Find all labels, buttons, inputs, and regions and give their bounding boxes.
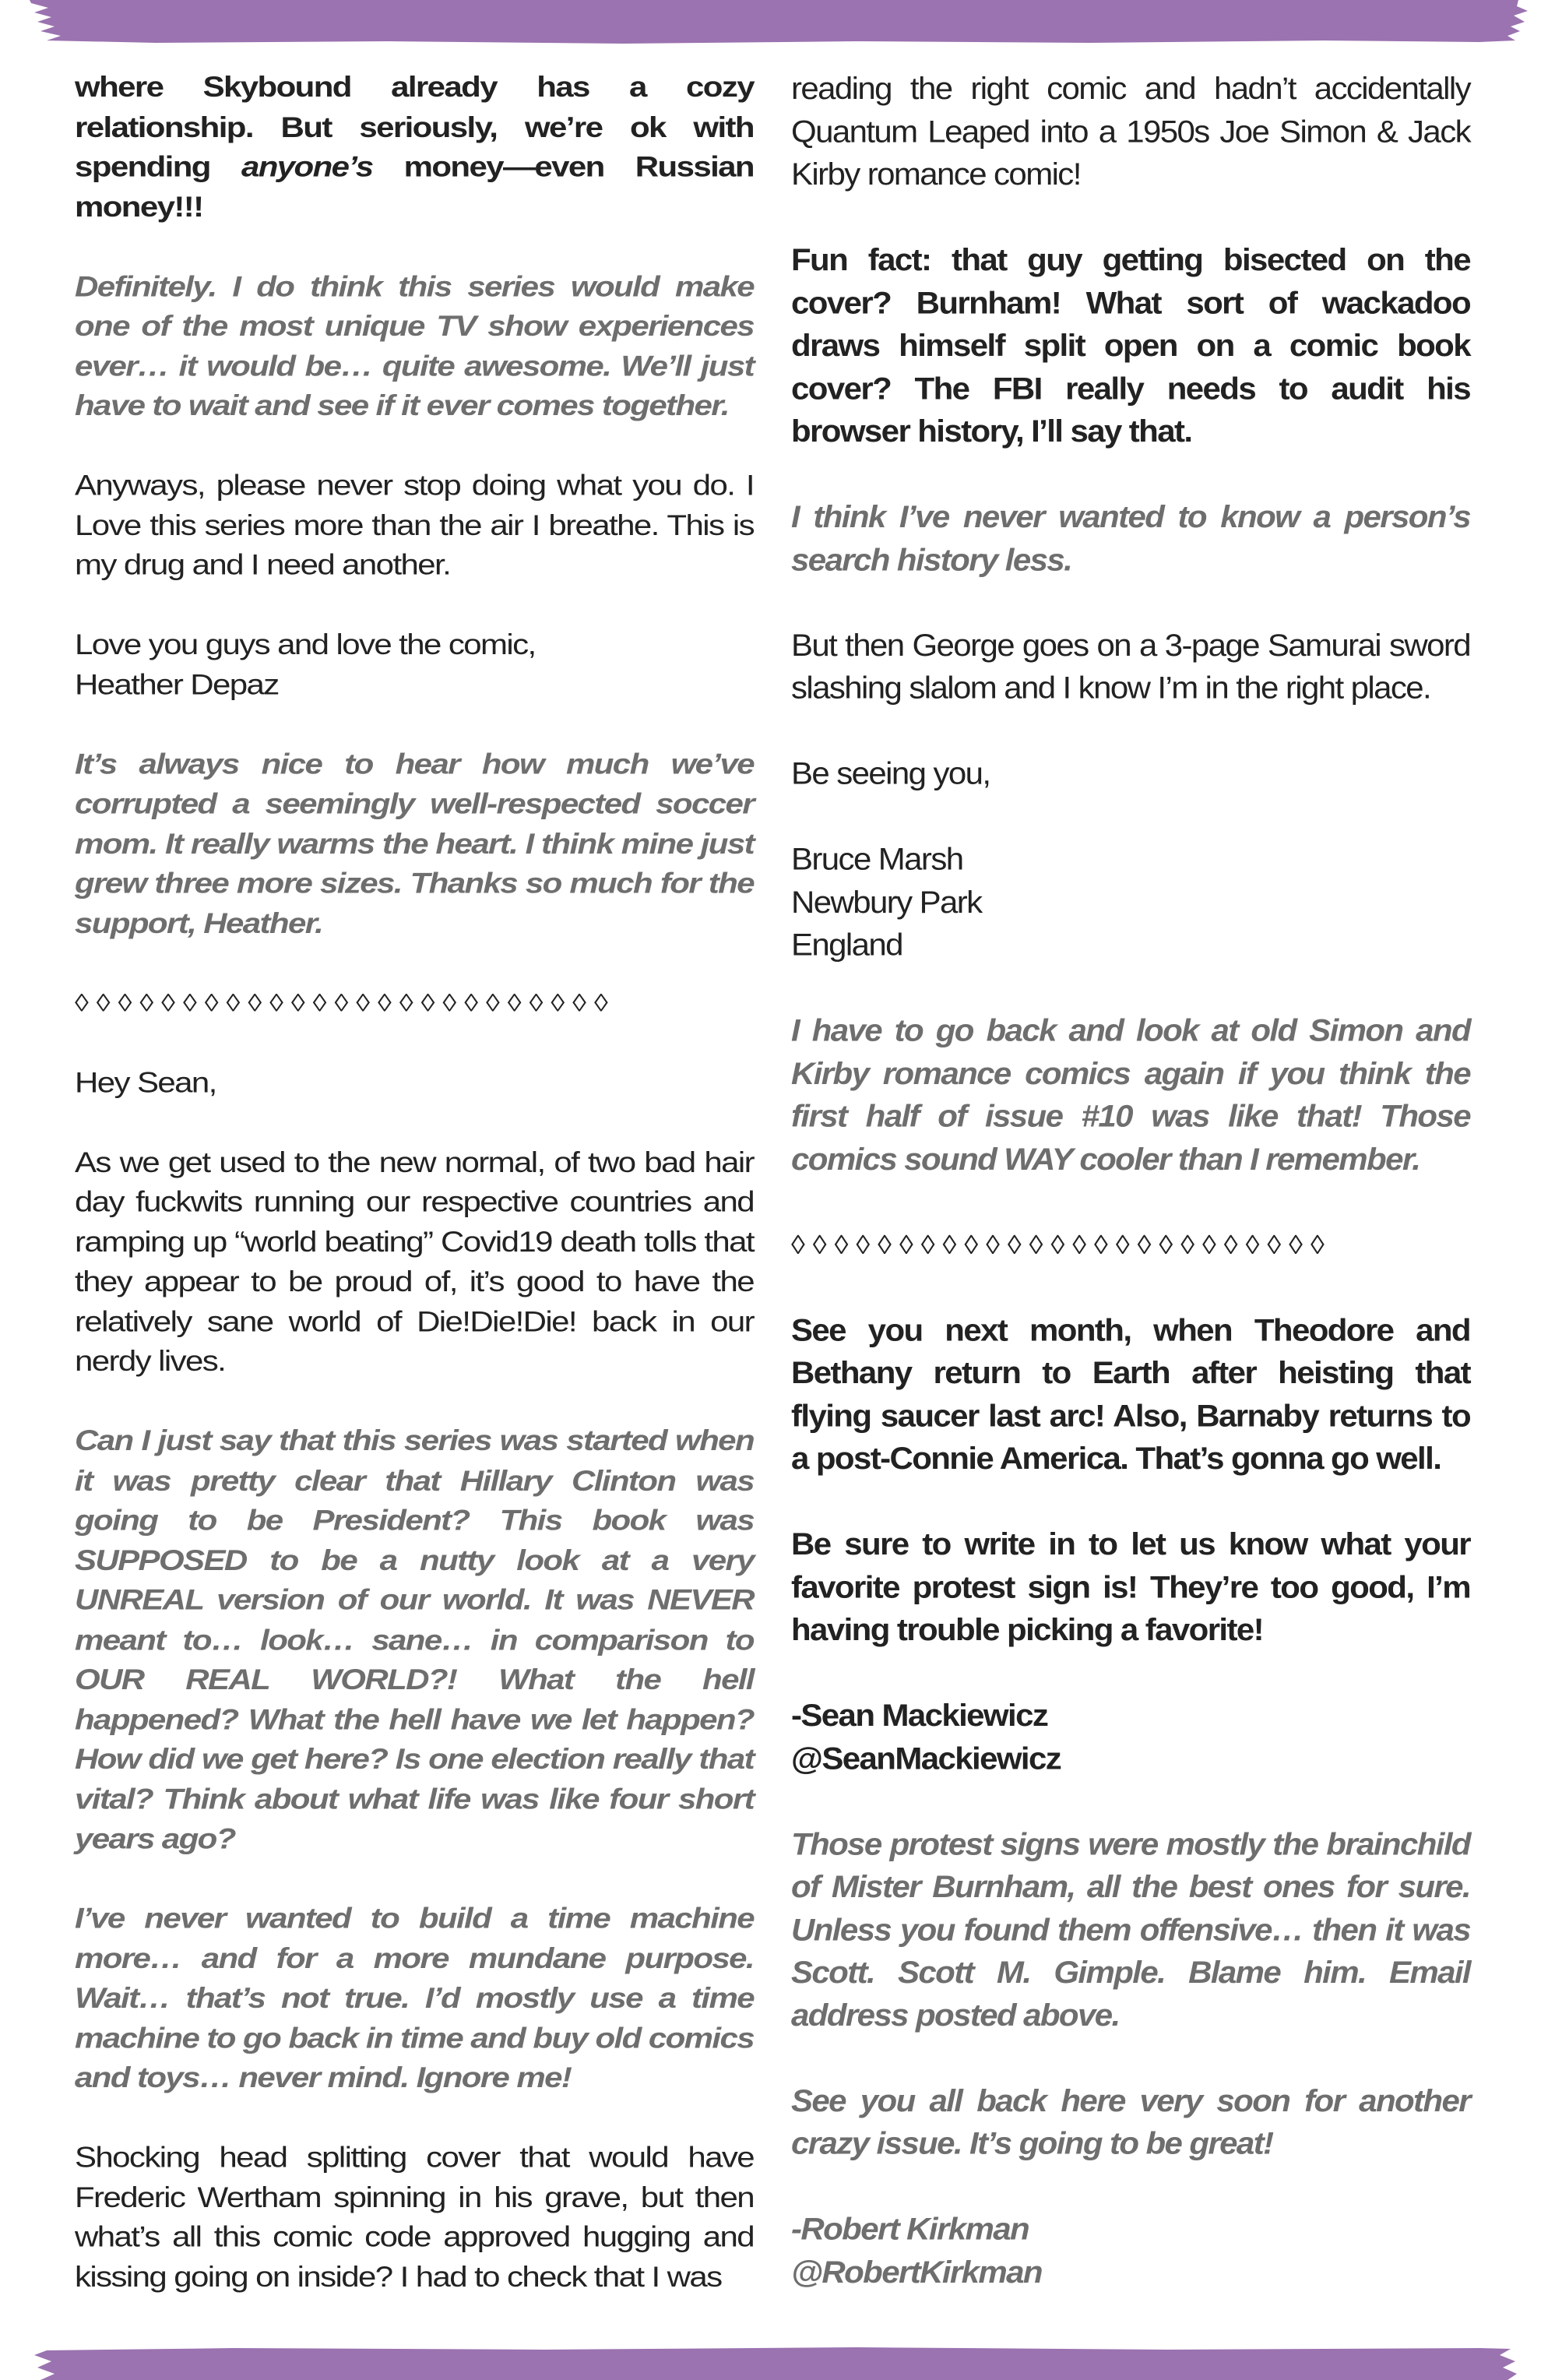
editor-reply: Definitely. I do think this series would make one of the most unique TV show experiences ever… it would be… quite awesome. We’ll just have to wait and see if it ever comes together. — [75, 269, 754, 422]
brush-stroke-bottom — [0, 2346, 1548, 2380]
editor-signature: -Robert Kirkman — [791, 2211, 1029, 2247]
editor-reply: See you all back here very soon for another crazy issue. It’s going to be great! — [791, 2082, 1470, 2161]
letter-signoff: Be seeing you, — [791, 755, 990, 791]
left-column — [75, 67, 754, 2336]
diamond-separator: ◊◊◊◊◊◊◊◊◊◊◊◊◊◊◊◊◊◊◊◊◊◊◊◊◊ — [791, 1228, 1332, 1260]
letter-location: Newbury Park — [791, 884, 982, 920]
editor-handle: @SeanMackiewicz — [791, 1740, 1061, 1776]
editor-reply: It’s always nice to hear how much we’ve corrupted a seemingly well-respected soccer mom. It really warms the heart. I think mine just grew three more sizes. Thanks so much for the support, Heather. — [75, 747, 754, 939]
editor-note: Fun fact: that guy getting bisected on the cover? Burnham! What sort of wackadoo draws himself split open on a comic book cover? The FBI really needs to audit his browser history, I’ll say that. — [791, 241, 1470, 449]
editor-text: money—even Russian money!!! — [75, 150, 754, 223]
editor-text: where Skybound already has a cozy relationship. But seriously, we’re ok with spending — [75, 70, 754, 183]
bottom-decorative-band — [0, 2346, 1548, 2380]
letter-salutation: Hey Sean, — [75, 1065, 216, 1099]
editor-note-continued — [75, 67, 754, 226]
editor-reply: Those protest signs were mostly the brainchild of Mister Burnham, all the best ones for sure. Unless you found them offensive… then it was Scott. Scott M. Gimple. Blame him. Email address posted above. — [791, 1825, 1470, 2033]
right-column — [791, 67, 1470, 2336]
fan-letter-paragraph: As we get used to the new normal, of two bad hair day fuckwits running our respective countries and ramping up “world beating” Covid19 death tolls that they appear to be proud of, it’s good to have the relatively sane world of Die!Die!Die! back in our nerdy lives. — [75, 1145, 754, 1377]
letter-country: England — [791, 927, 902, 963]
letter-signature: Bruce Marsh — [791, 841, 963, 877]
editor-handle: @RobertKirkman — [791, 2254, 1042, 2290]
diamond-separator: ◊◊◊◊◊◊◊◊◊◊◊◊◊◊◊◊◊◊◊◊◊◊◊◊◊ — [75, 988, 616, 1017]
fan-letter-paragraph: reading the right comic and hadn’t accidentally Quantum Leaped into a 1950s Joe Simon & Jack Kirby romance comic! — [791, 70, 1470, 192]
editor-note: See you next month, when Theodore and Bethany return to Earth after heisting that flying saucer last arc! Also, Barnaby returns to a post-Connie America. That’s gonna go well. — [791, 1311, 1470, 1476]
letter-signoff: Love you guys and love the comic, — [75, 628, 536, 660]
fan-letter-paragraph: Shocking head splitting cover that would have Frederic Wertham spinning in his grave, but then what’s all this comic code approved hugging and kissing going on inside? I had to check that I was — [75, 2140, 754, 2293]
letter-signature: Heather Depaz — [75, 667, 279, 700]
editor-signature: -Sean Mackiewicz — [791, 1697, 1048, 1733]
editor-reply: Can I just say that this series was started when it was pretty clear that Hillary Clinton was going to be President? This book was SUPPOSED to be a nutty look at a very UNREAL version of our world. It was NEVER meant to… look… sane… in comparison to OUR REAL WORLD?! What the hell happened? What the hell have we let happen? How did we get here? Is one election really that vital? Think about what life was like four short years ago? — [75, 1424, 754, 1855]
editor-reply: I’ve never wanted to build a time machine more… and for a more mundane purpose. Wait… that’s not true. I’d mostly use a time machine to go back in time and buy old comics and toys… never mind. Ignore me! — [75, 1901, 754, 2094]
editor-reply: I have to go back and look at old Simon and Kirby romance comics again if you think the first half of issue #10 was like that! Those comics sound WAY cooler than I remember. — [791, 1012, 1470, 1176]
fan-letter-paragraph: Anyways, please never stop doing what you do. I Love this series more than the air I breathe. This is my drug and I need another. — [75, 468, 754, 581]
editor-note: Be sure to write in to let us know what your favorite protest sign is! They’re too good, I’m having trouble picking a favorite! — [791, 1526, 1470, 1647]
fan-letter-paragraph: But then George goes on a 3-page Samurai sword slashing slalom and I know I’m in the right place. — [791, 627, 1470, 706]
editor-reply: I think I’ve never wanted to know a person’s search history less. — [791, 498, 1470, 577]
emphasis-text: anyone’s — [241, 150, 373, 183]
